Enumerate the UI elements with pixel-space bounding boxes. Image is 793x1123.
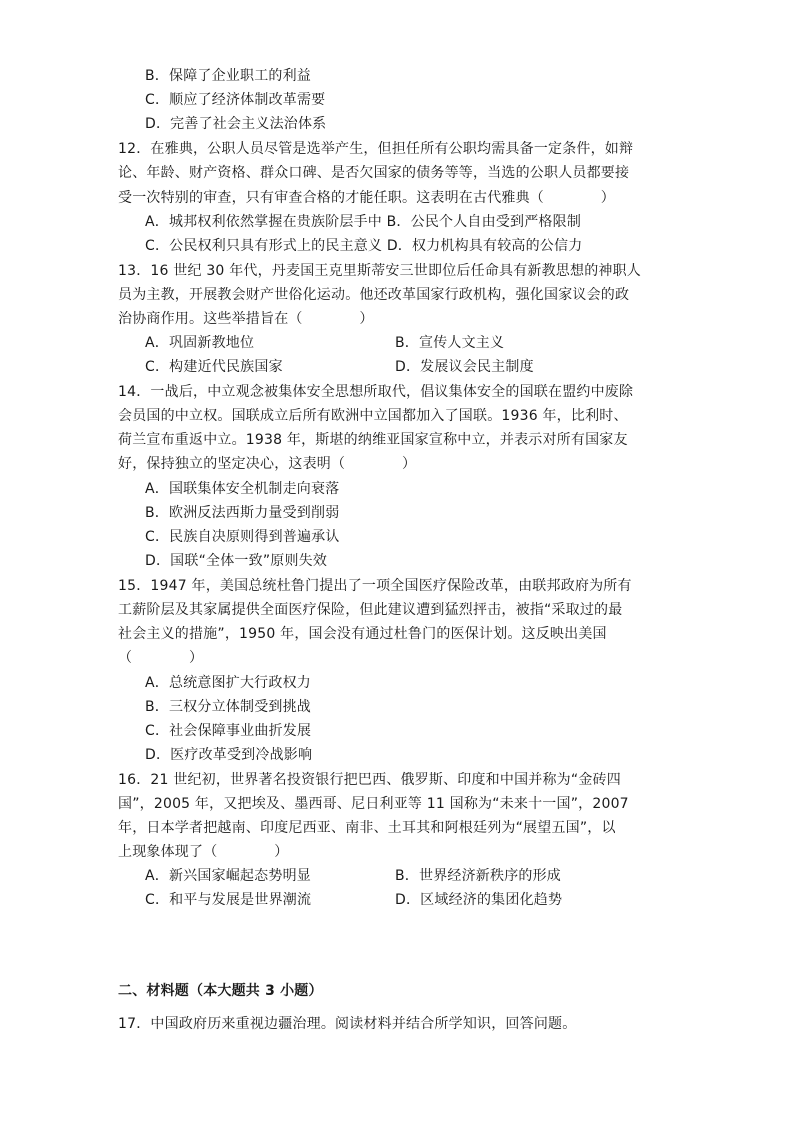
q15-stem-line4: （ ） (118, 650, 204, 666)
q16-stem-line3: 年，日本学者把越南、印度尼西亚、南非、土耳其和阿根廷列为“展望五国”，以 (118, 820, 616, 836)
q14-option-a: A．国联集体安全机制走向衰落 (145, 481, 340, 497)
q16-option-c: C．和平与发展是世界潮流 (145, 892, 312, 908)
q11-option-c: C．顺应了经济体制改革需要 (145, 92, 326, 108)
q15-option-c: C．社会保障事业曲折发展 (145, 723, 312, 739)
q15-stem-line3: 社会主义的措施”，1950 年，国会没有通过杜鲁门的医保计划。这反映出美国 (118, 626, 607, 642)
q13-stem-line3: 治协商作用。这些举措旨在（ ） (118, 311, 374, 327)
q12-stem-line3: 受一次特别的审查，只有审查合格的才能任职。这表明在古代雅典（ ） (118, 190, 615, 206)
q17-stem-line1: 17．中国政府历来重视边疆治理。阅读材料并结合所学知识，回答问题。 (118, 1016, 577, 1032)
q14-stem-line4: 好，保持独立的坚定决心，这表明（ ） (118, 456, 417, 472)
q12-stem-line2: 论、年龄、财产资格、群众口碑、是否欠国家的债务等等，当选的公职人员都要接 (118, 165, 630, 181)
q14-option-c: C．民族自决原则得到普遍承认 (145, 529, 340, 545)
q12-options-ab: A．城邦权利依然掌握在贵族阶层手中 B．公民个人自由受到严格限制 (145, 214, 582, 230)
q11-option-d: D．完善了社会主义法治体系 (145, 116, 327, 132)
q15-option-b: B．三权分立体制受到挑战 (145, 699, 312, 715)
section-heading: 二、材料题（本大题共 3 小题） (118, 983, 323, 999)
q16-option-a: A．新兴国家崛起态势明显 (145, 868, 311, 884)
q14-option-d: D．国联“全体一致”原则失效 (145, 553, 328, 569)
q13-option-c: C．构建近代民族国家 (145, 359, 283, 375)
q15-stem-line1: 15．1947 年，美国总统杜鲁门提出了一项全国医疗保险改革，由联邦政府为所有 (118, 578, 632, 594)
q15-option-d: D．医疗改革受到冷战影响 (145, 747, 313, 763)
q13-option-d: D．发展议会民主制度 (395, 359, 534, 375)
q11-option-b: B．保障了企业职工的利益 (145, 68, 312, 84)
q15-stem-line2: 工薪阶层及其家属提供全面医疗保险，但此建议遭到猛烈抨击，被指“采取过的最 (118, 602, 623, 618)
q16-stem-line4: 上现象体现了（ ） (118, 844, 289, 860)
q16-option-d: D．区域经济的集团化趋势 (395, 892, 563, 908)
q14-stem-line1: 14．一战后，中立观念被集体安全思想所取代，倡议集体安全的国联在盟约中废除 (118, 384, 634, 400)
q12-stem-line1: 12．在雅典，公职人员尽管是选举产生，但担任所有公职均需具备一定条件，如辩 (118, 141, 634, 157)
q16-option-b: B．世界经济新秩序的形成 (395, 868, 562, 884)
q15-option-a: A．总统意图扩大行政权力 (145, 675, 311, 691)
q13-stem-line2: 员为主教，开展教会财产世俗化运动。他还改革国家行政机构，强化国家议会的政 (118, 287, 630, 303)
q14-stem-line2: 会员国的中立权。国联成立后所有欧洲中立国都加入了国联。1936 年，比利时、 (118, 408, 628, 424)
q14-option-b: B．欧洲反法西斯力量受到削弱 (145, 505, 340, 521)
q13-stem-line1: 13．16 世纪 30 年代，丹麦国王克里斯蒂安三世即位后任命具有新教思想的神职人 (118, 263, 641, 279)
q13-option-a: A．巩固新教地位 (145, 335, 255, 351)
q12-options-cd: C．公民权利只具有形式上的民主意义 D．权力机构具有较高的公信力 (145, 238, 583, 254)
q13-option-b: B．宣传人文主义 (395, 335, 505, 351)
q14-stem-line3: 荷兰宣布重返中立。1938 年，斯堪的纳维亚国家宣称中立，并表示对所有国家友 (118, 432, 628, 448)
q16-stem-line2: 国”，2005 年，又把埃及、墨西哥、尼日利亚等 11 国称为“未来十一国”，2007 (118, 796, 629, 812)
q16-stem-line1: 16．21 世纪初，世界著名投资银行把巴西、俄罗斯、印度和中国并称为“金砖四 (118, 772, 621, 788)
